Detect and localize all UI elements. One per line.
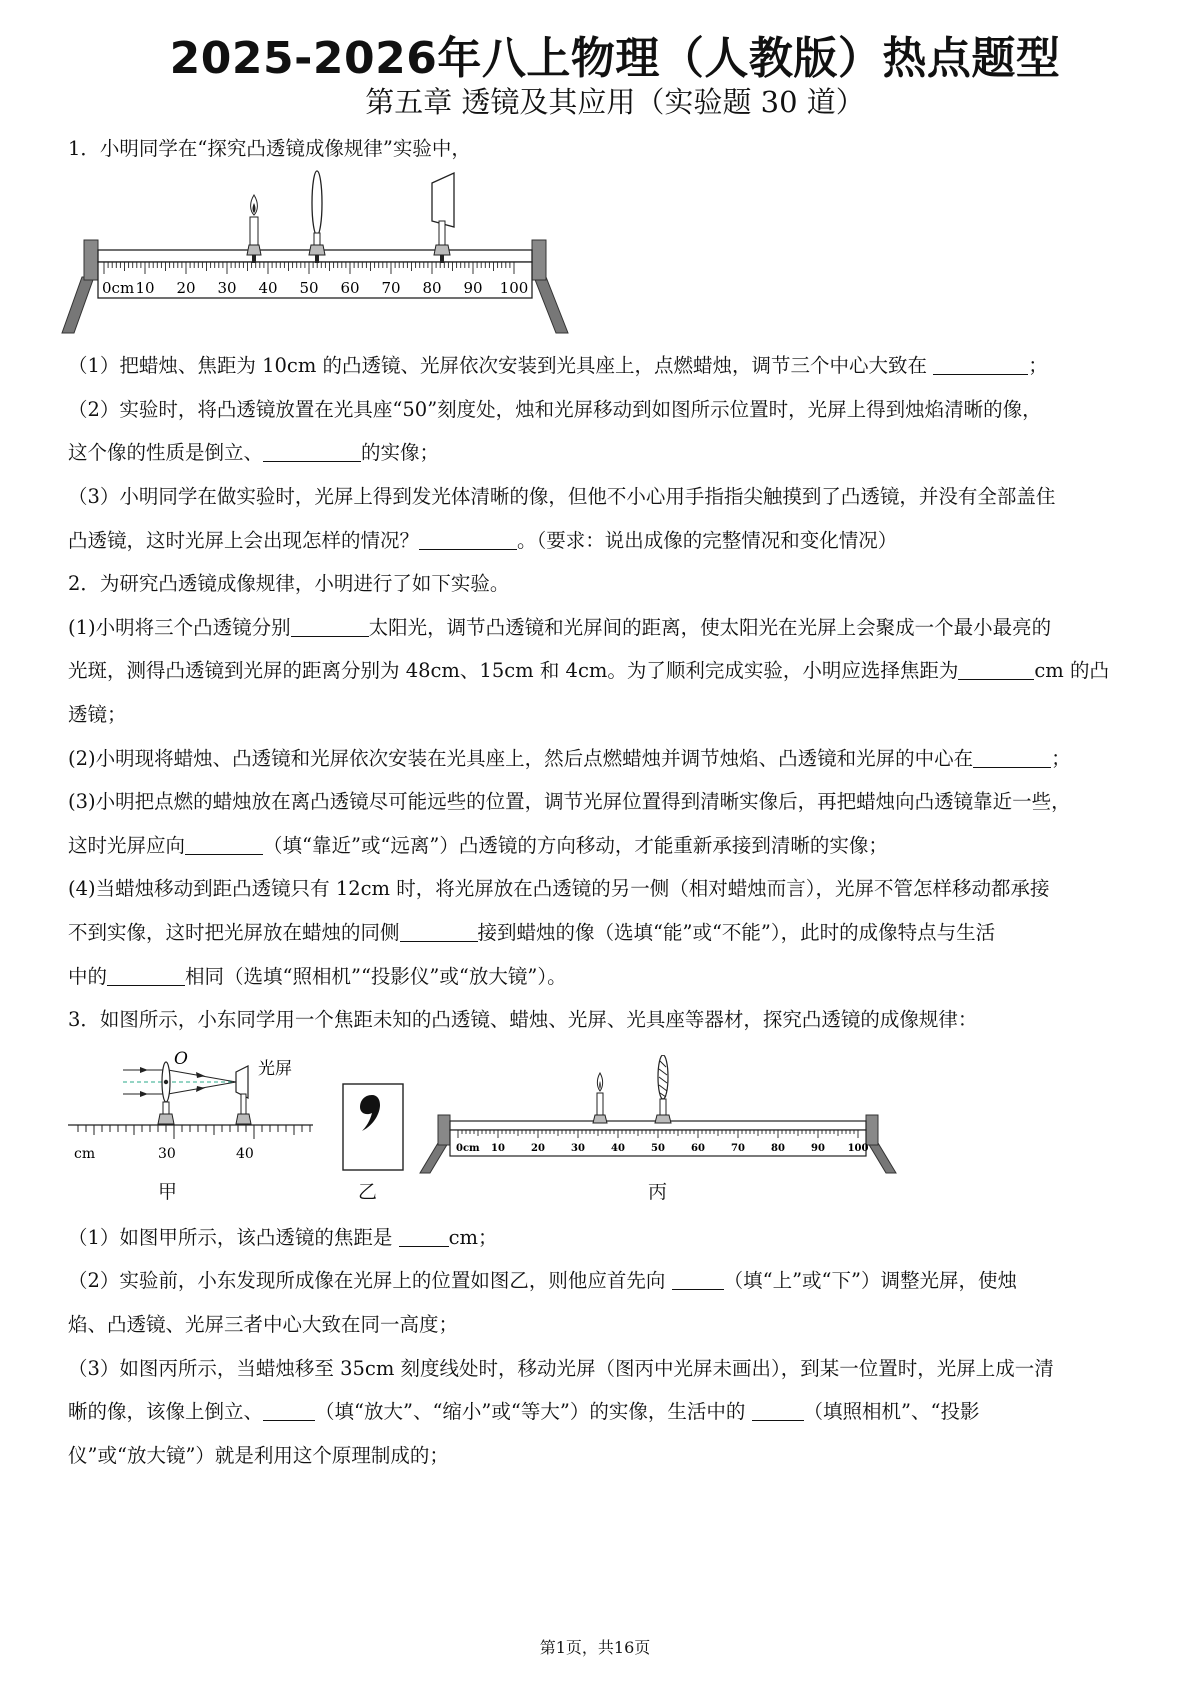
answer-blank[interactable]	[419, 530, 517, 551]
q2-part3-line1: (3)小明把点燃的蜡烛放在离凸透镜尽可能远些的位置，调节光屏位置得到清晰实像后，再把蜡烛向凸透镜靠近一些，	[68, 790, 1071, 813]
answer-blank[interactable]	[400, 922, 478, 943]
tick-label-40: 40	[236, 1146, 254, 1162]
tick-label-30: 30	[158, 1146, 176, 1162]
q1-part3-line1: （3）小明同学在做实验时，光屏上得到发光体清晰的像，但他不小心用手指指尖触摸到了凸透镜，并没有全部盖住	[68, 485, 1056, 508]
ruler-label: 30	[217, 279, 237, 297]
q2-part1-line1: (1)小明将三个凸透镜分别 太阳光，调节凸透镜和光屏间的距离，使太阳光在光屏上会聚成一个最小最亮的	[68, 616, 1052, 639]
q3-figure-c	[418, 1055, 898, 1175]
ruler-label: 80	[771, 1143, 785, 1154]
candle	[247, 195, 261, 263]
ruler-label: 90	[811, 1143, 825, 1154]
answer-blank[interactable]	[399, 1227, 449, 1248]
q2-part4-line2: 不到实像，这时把光屏放在蜡烛的同侧 接到蜡烛的像（选填“能”或“不能”），此时的成像特点与生活	[68, 921, 996, 944]
convex-lens	[309, 171, 325, 263]
answer-blank[interactable]	[263, 442, 361, 463]
ruler-label: 50	[299, 279, 319, 297]
q1-optical-bench-figure	[60, 165, 580, 340]
ruler-label: 80	[422, 279, 442, 297]
page-footer: 第1页，共16页	[539, 1638, 651, 1657]
q3-part3-line3: 仪”或“放大镜”）就是利用这个原理制成的；	[68, 1444, 449, 1467]
q1-part1: （1）把蜡烛、焦距为 10cm 的凸透镜、光屏依次安装到光具座上，点燃蜡烛，调节三个中心大致在 ；	[68, 354, 1048, 377]
figure-b-caption: 乙	[358, 1181, 378, 1203]
ruler-label: 40	[258, 279, 278, 297]
q3-part3-line2: 晰的像，该像上倒立、 （填“放大”、“缩小”或“等大”）的实像，生活中的 （填照相机”、“投影	[68, 1400, 980, 1423]
ruler-label: 70	[731, 1143, 745, 1154]
ruler-label: 10	[491, 1143, 505, 1154]
answer-blank[interactable]	[933, 355, 1028, 376]
q2-part4-line1: (4)当蜡烛移动到距凸透镜只有 12cm 时，将光屏放在凸透镜的另一侧（相对蜡烛而言），光屏不管怎样移动都承接	[68, 877, 1050, 900]
q3-stem: 3．如图所示，小东同学用一个焦距未知的凸透镜、蜡烛、光屏、光具座等器材，探究凸透镜的成像规律：	[68, 1008, 978, 1031]
q2-part1-line3: 透镜；	[68, 703, 127, 726]
ruler-label: 20	[176, 279, 196, 297]
answer-blank[interactable]	[672, 1270, 724, 1291]
q3-part3-line1: （3）如图丙所示，当蜡烛移至 35cm 刻度线处时，移动光屏（图丙中光屏未画出），到某一位置时，光屏上成一清	[68, 1357, 1054, 1380]
answer-blank[interactable]	[291, 617, 369, 638]
ruler-label: 60	[340, 279, 360, 297]
q2-part3-line2: 这时光屏应向 （填“靠近”或“远离”）凸透镜的方向移动，才能重新承接到清晰的实像；	[68, 834, 888, 857]
candle	[593, 1073, 607, 1123]
ruler-label: 100	[499, 279, 529, 297]
light-screen	[236, 1066, 248, 1098]
answer-blank[interactable]	[185, 835, 263, 856]
ruler-label: 90	[463, 279, 483, 297]
ruler-label: 40	[611, 1143, 625, 1154]
q3-figure-a	[68, 1050, 313, 1165]
q1-part3-line2: 凸透镜，这时光屏上会出现怎样的情况？ 。（要求：说出成像的完整情况和变化情况）	[68, 529, 898, 552]
q1-stem: 1．小明同学在“探究凸透镜成像规律”实验中，	[68, 137, 471, 160]
lens-center-label: O	[174, 1050, 188, 1069]
ruler-label: 100	[847, 1143, 869, 1154]
ruler-label: 30	[571, 1143, 585, 1154]
bench-right-leg	[534, 277, 568, 333]
answer-blank[interactable]	[752, 1401, 804, 1422]
q3-part1: （1）如图甲所示，该凸透镜的焦距是 cm；	[68, 1226, 498, 1249]
q2-part2: (2)小明现将蜡烛、凸透镜和光屏依次安装在光具座上，然后点燃蜡烛并调节烛焰、凸透镜和光屏的中心在 ；	[68, 747, 1071, 770]
q1-part2-line1: （2）实验时，将凸透镜放置在光具座“50”刻度处，烛和光屏移动到如图所示位置时，光屏上得到烛焰清晰的像，	[68, 398, 1042, 421]
answer-blank[interactable]	[263, 1401, 315, 1422]
ruler-label: 0cm	[456, 1143, 480, 1154]
q2-part4-line3: 中的 相同（选填“照相机”“投影仪”或“放大镜”）。	[68, 965, 567, 988]
page-title: 2025-2026年八上物理（人教版）热点题型	[169, 33, 1061, 84]
ruler-label: 10	[135, 279, 155, 297]
ruler-label: 50	[651, 1143, 665, 1154]
q3-figure-b	[342, 1083, 407, 1173]
figure-a-caption: 甲	[158, 1181, 178, 1203]
ruler-label: 20	[531, 1143, 545, 1154]
answer-blank[interactable]	[958, 660, 1034, 681]
convex-lens	[655, 1055, 671, 1123]
figure-c-caption: 丙	[648, 1181, 668, 1203]
chapter-subtitle: 第五章 透镜及其应用（实验题 30 道）	[365, 85, 865, 119]
q2-part1-line2: 光斑，测得凸透镜到光屏的距离分别为 48cm、15cm 和 4cm。为了顺利完成实验，小明应选择焦距为 cm 的凸	[68, 659, 1109, 682]
ruler-label: 60	[691, 1143, 705, 1154]
bench-left-leg	[62, 277, 94, 333]
unit-label: cm	[74, 1146, 96, 1162]
q2-stem: 2．为研究凸透镜成像规律，小明进行了如下实验。	[68, 572, 510, 595]
ruler-label: 0cm	[102, 279, 135, 297]
q3-part2-line2: 焰、凸透镜、光屏三者中心大致在同一高度；	[68, 1313, 459, 1336]
answer-blank[interactable]	[107, 966, 185, 987]
answer-blank[interactable]	[973, 748, 1051, 769]
screen-label: 光屏	[258, 1059, 292, 1079]
q1-part2-line2: 这个像的性质是倒立、 的实像；	[68, 441, 440, 464]
q3-part2-line1: （2）实验前，小东发现所成像在光屏上的位置如图乙，则他应首先向 （填“上”或“下”）调整光屏，使烛	[68, 1269, 1017, 1292]
ruler-label: 70	[381, 279, 401, 297]
